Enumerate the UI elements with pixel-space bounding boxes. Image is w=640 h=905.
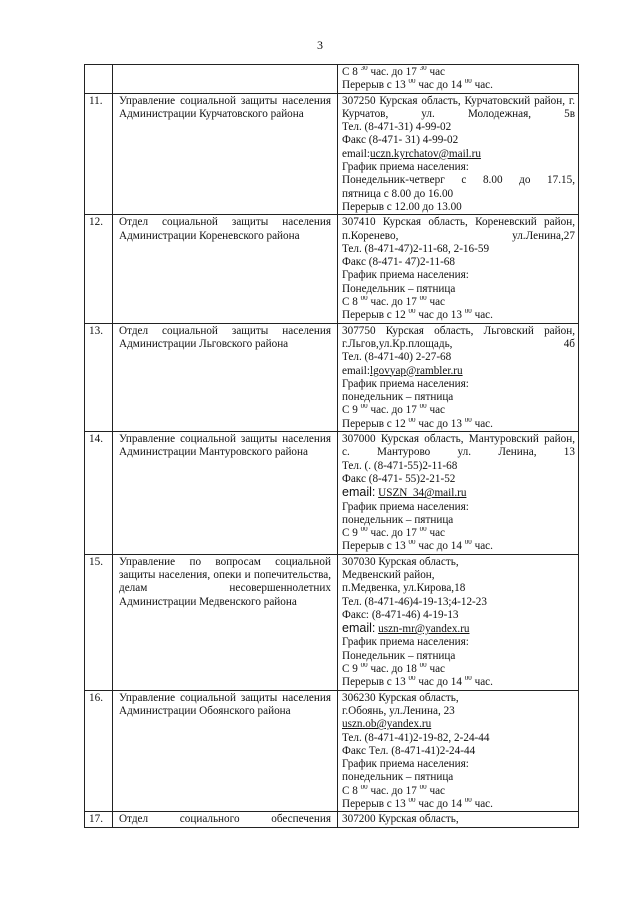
contact-details [338, 215, 579, 323]
schedule-label: График приема населения: [342, 758, 469, 771]
table-row-continuation [85, 65, 579, 94]
address-line-2: г.Обоянь, ул.Ленина, 23 [342, 704, 455, 717]
work-days: Понедельник – пятница [342, 282, 456, 295]
address-line-1: 306230 Курская область, [342, 691, 459, 704]
table-row [85, 323, 579, 431]
row-number: 14. [85, 432, 113, 555]
work-hours: С 8 $^{30}$ час. до 17 $^{30}$ час [342, 66, 446, 78]
break-hours: Перерыв с 13 $^{00}$ час до 14 $^{00}$ час. [342, 798, 493, 811]
address-line-1: 307200 Курская область, [342, 813, 459, 826]
break-hours: Перерыв с 12 $^{00}$ час до 13 $^{00}$ час. [342, 417, 493, 430]
address: 307000 Курская область, Мантуровский район, с. Мантурово ул. Ленина, 13 [342, 433, 575, 459]
work-days: Понедельник-четверг с 8.00 до 17.15, [342, 174, 575, 187]
work-hours: С 8 $^{00}$ час. до 17 $^{00}$ час [342, 296, 446, 309]
phone: Тел. (8-471-47)2-11-68, 2-16-59 [342, 242, 490, 255]
email-link[interactable]: uczn.kyrchatov@mail.ru [369, 147, 481, 160]
email-link[interactable]: USZN_34@mail.ru [378, 487, 467, 500]
row-number: 17. [85, 812, 113, 827]
contact-details [338, 554, 579, 690]
work-days: понедельник – пятница [342, 391, 454, 404]
email-link[interactable]: lgovyap@rambler.ru [369, 364, 463, 377]
email-link[interactable]: uszn-mr@yandex.ru [378, 623, 470, 636]
schedule-label: График приема населения: [342, 636, 469, 649]
phone: Тел. (8-471-41)2-19-82, 2-24-44 [342, 731, 490, 744]
schedule-label: График приема населения: [342, 500, 469, 513]
row-number: 16. [85, 690, 113, 812]
address: 307410 Курская область, Кореневский район, п.Коренево, ул.Ленина,27 [342, 216, 575, 242]
break-hours: Перерыв с 13 $^{00}$ час до 14 $^{00}$ час. [342, 79, 493, 92]
fax: Факс: (8-471-46) 4-19-13 [342, 608, 459, 621]
break-hours: Перерыв с 13 $^{00}$ час до 14 $^{00}$ час. [342, 540, 493, 553]
work-days: понедельник – пятница [342, 771, 454, 784]
row-number: 11. [85, 93, 113, 215]
agency-name: Управление социальной защиты населения Администрации Мантуровского района [113, 432, 338, 555]
contact-details [338, 65, 579, 94]
row-number: 13. [85, 323, 113, 431]
break-hours: Перерыв с 13 $^{00}$ час до 14 $^{00}$ час. [342, 676, 493, 689]
work-days: Понедельник – пятница [342, 649, 456, 662]
phone: Тел. (8-471-46)4-19-13;4-12-23 [342, 595, 487, 608]
contacts-table [84, 64, 579, 828]
phone: Тел. (8-471-31) 4-99-02 [342, 121, 452, 134]
schedule-label: График приема населения: [342, 161, 469, 174]
table-row [85, 554, 579, 690]
work-hours: С 9 $^{00}$ час. до 18 $^{00}$ час [342, 663, 446, 676]
work-hours: С 9 $^{00}$ час. до 17 $^{00}$ час [342, 527, 446, 540]
schedule-label: График приема населения: [342, 377, 469, 390]
agency-name [113, 65, 338, 94]
row-number: 12. [85, 215, 113, 323]
break-hours: Перерыв с 12.00 до 13.00 [342, 200, 462, 213]
schedule-label: График приема населения: [342, 269, 469, 282]
email-link[interactable]: uszn.ob@yandex.ru [342, 718, 432, 731]
email-line: email: uszn-mr@yandex.ru [342, 622, 470, 636]
row-number [85, 65, 113, 94]
fax: Факс (8-471- 31) 4-99-02 [342, 134, 459, 147]
contact-details [338, 323, 579, 431]
table-row [85, 93, 579, 215]
contact-details [338, 812, 579, 827]
phone: Тел. (8-471-40) 2-27-68 [342, 351, 452, 364]
table-row [85, 215, 579, 323]
agency-name: Отдел социального обеспечения [113, 812, 338, 827]
address: 307750 Курская область, Льговский район, г.Льгов,ул.Кр.площадь, 4б [342, 324, 575, 350]
address-line-2: Медвенский район, [342, 568, 435, 581]
address-line-1: 307030 Курская область, [342, 555, 459, 568]
work-days-friday: пятница с 8.00 до 16.00 [342, 187, 454, 200]
agency-name: Управление социальной защиты населения Администрации Обоянского района [113, 690, 338, 812]
agency-name: Управление по вопросам социальной защиты населения, опеки и попечительства, делам несовершеннолетних Администрации Медвенского района [113, 554, 338, 690]
table-row [85, 432, 579, 555]
fax: Факс Тел. (8-471-41)2-24-44 [342, 744, 476, 757]
agency-name: Отдел социальной защиты населения Администрации Льговского района [113, 323, 338, 431]
contact-details [338, 432, 579, 555]
fax: Факс (8-471- 55)2-21-52 [342, 472, 456, 485]
break-hours: Перерыв с 12 $^{00}$ час до 13 $^{00}$ час. [342, 309, 493, 322]
row-number: 15. [85, 554, 113, 690]
agency-name: Управление социальной защиты населения Администрации Курчатовского района [113, 93, 338, 215]
contact-details [338, 690, 579, 812]
work-hours: С 8 $^{00}$ час. до 17 $^{00}$ час [342, 784, 446, 797]
table-row [85, 812, 579, 827]
work-days: понедельник – пятница [342, 513, 454, 526]
work-hours: С 9 $^{00}$ час. до 17 $^{00}$ час [342, 404, 446, 417]
page-number: 3 [317, 38, 323, 52]
address-line-3: п.Медвенка, ул.Кирова,18 [342, 582, 466, 595]
contact-details [338, 93, 579, 215]
address: 307250 Курская область, Курчатовский район, г. Курчатов, ул. Молодежная, 5в [342, 94, 575, 120]
email-line: email:lgovyap@rambler.ru [342, 364, 463, 377]
fax: Факс (8-471- 47)2-11-68 [342, 256, 455, 269]
table-row [85, 690, 579, 812]
email-line: email: USZN_34@mail.ru [342, 486, 467, 500]
phone: Тел. (. (8-471-55)2-11-68 [342, 459, 458, 472]
agency-name: Отдел социальной защиты населения Администрации Кореневского района [113, 215, 338, 323]
email-line: email:uczn.kyrchatov@mail.ru [342, 147, 481, 160]
